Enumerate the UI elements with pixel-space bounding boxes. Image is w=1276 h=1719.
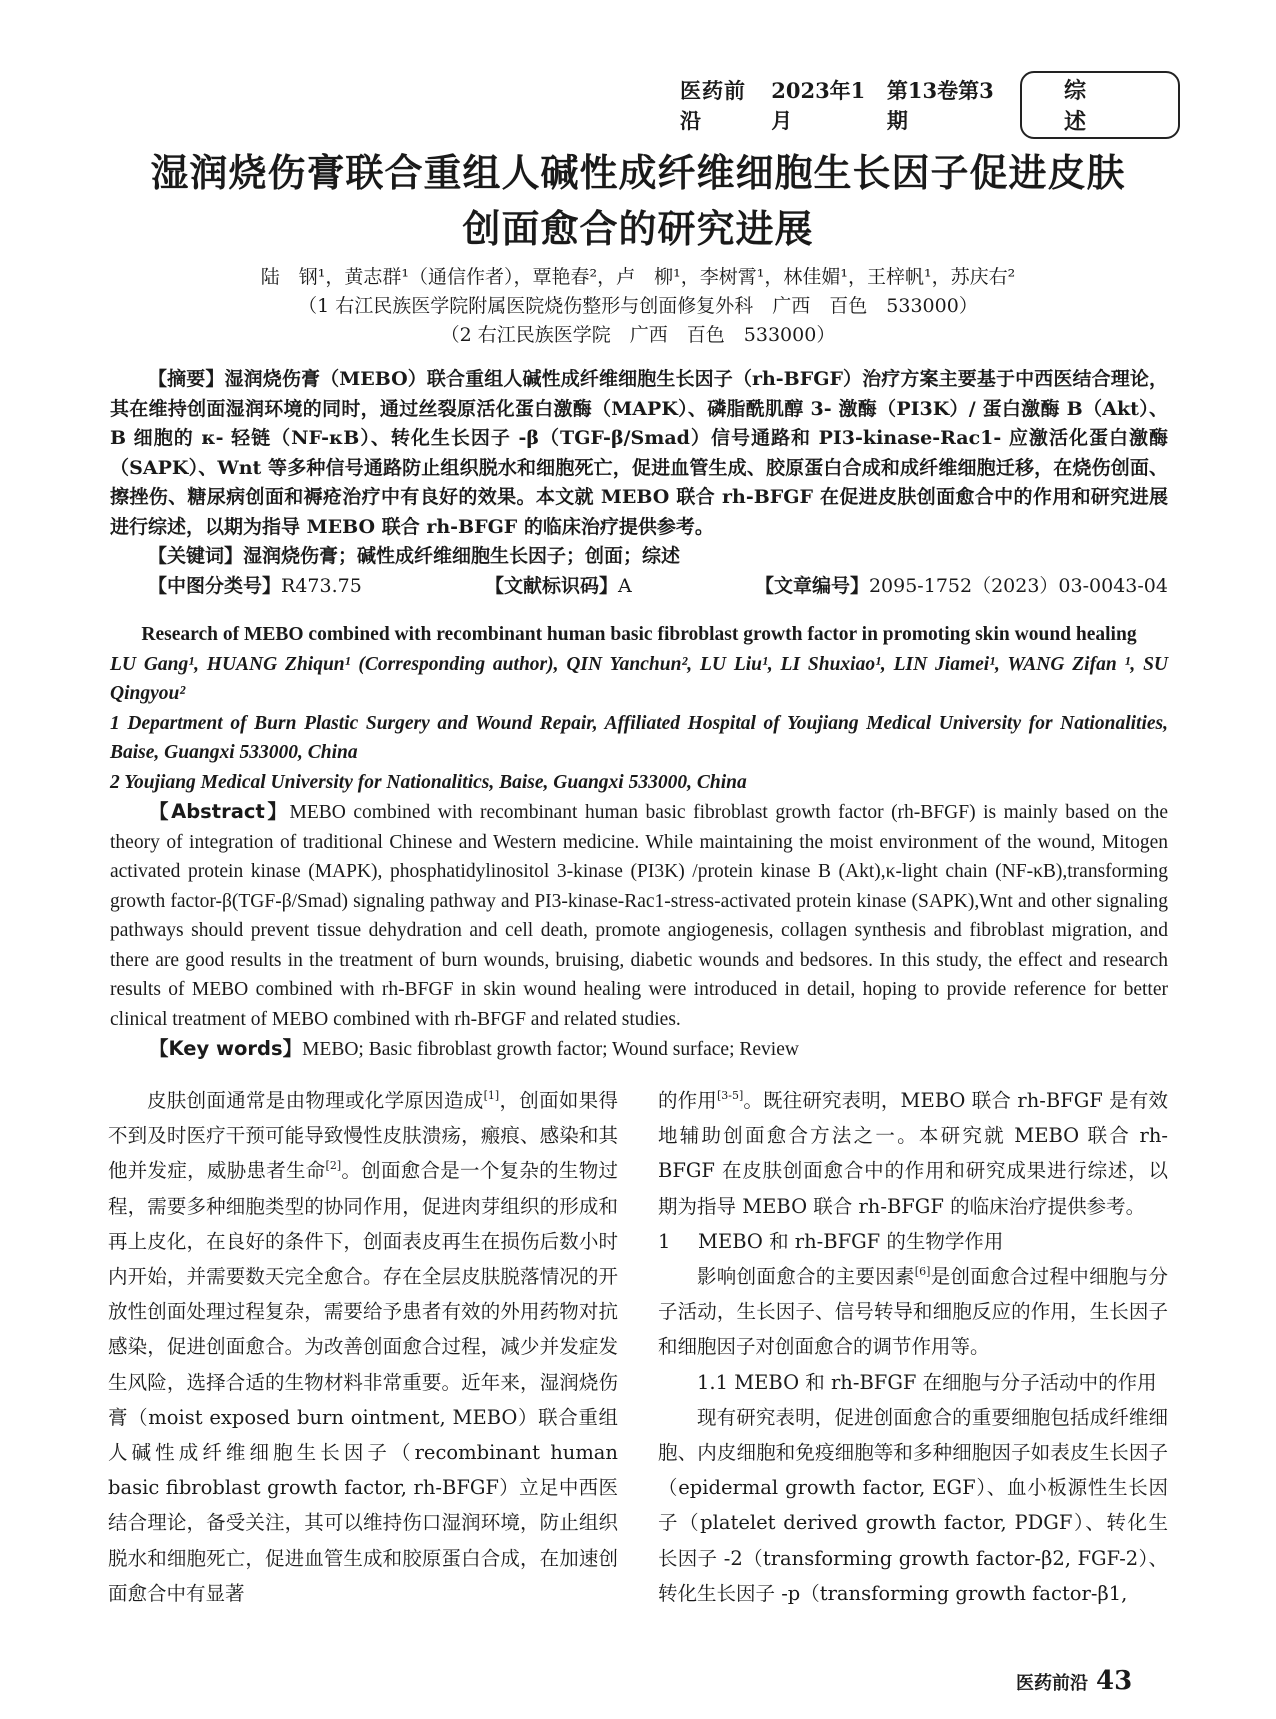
page-number: 43 <box>1096 1666 1133 1696</box>
subsection-1-1-paragraph: 现有研究表明，促进创面愈合的重要细胞包括成纤维细胞、内皮细胞和免疫细胞等和多种细胞因子如表皮生长因子（epidermal growth factor, EGF）、血小板源性生长因子（platelet derived growth factor, PDGF）、转化生长因子 -2（transforming growth factor-β2, FGF-2）、转化生长因子 -p（transforming growth factor-β1, <box>658 1405 1168 1605</box>
citation-2: [2] <box>325 1159 342 1173</box>
intro-text-1: 皮肤创面通常是由物理或化学原因造成 <box>147 1089 484 1112</box>
article-id-value: 2095-1752（2023）03-0043-04 <box>868 574 1168 597</box>
doc-code-value: A <box>618 574 632 597</box>
english-affiliation-1: 1 Department of Burn Plastic Surgery and Wound Repair, Affiliated Hospital of Youjiang Medical University for Nationalities, Baise, Guangxi 533000, China <box>110 712 1168 763</box>
english-authors: LU Gang¹, HUANG Zhiqun¹ (Corresponding author), QIN Yanchun², LU Liu¹, LI Shuxiao¹, LIN Jiamei¹, WANG Zifan ¹, SU Qingyou² <box>110 653 1168 704</box>
footer-journal: 医药前沿 <box>1016 1673 1088 1694</box>
section-1-paragraph <box>658 1259 1168 1365</box>
intro-text-2: ，创面如果得不到及时医疗干预可能导致慢性皮肤溃疡，瘢痕、感染和其他并发症，威胁患者生命 <box>108 1089 618 1183</box>
page-footer <box>1016 1666 1176 1696</box>
affiliation-2: （2 右江民族医学院 广西 百色 533000） <box>440 324 836 346</box>
intro-cont-text-1: 的作用 <box>658 1089 717 1112</box>
section-1-text-2: 是创面愈合过程中细胞与分子活动，生长因子、信号转导和细胞反应的作用，生长因子和细胞因子对创面愈合的调节作用等。 <box>658 1265 1168 1359</box>
keywords-label: 【关键词】 <box>148 545 244 567</box>
header-journal: 医药前沿 <box>680 78 746 133</box>
english-abstract-text: MEBO combined with recombinant human basic fibroblast growth factor (rh-BFGF) is mainly based on the theory of integration of traditional Chinese and Western medicine. While maintaining the moist environment of the wound, Mitogen activated protein kinase (MAPK), phosphatidylinositol 3-kinase (PI3K) /protein kinase B (Akt),κ-light chain (NF-κB),transforming growth factor-β(TGF-β/Smad) signaling pathway and PI3-kinase-Rac1-stress-activated protein kinase (SAPK),Wnt and other signaling pathways should prevent tissue dehydration and cell death, promote angiogenesis, collagen synthesis and fibroblast migration, and there are good results in the treatment of burn wounds, bruising, diabetic wounds and bedsores. In this study, the effect and research results of MEBO combined with rh-BFGF in skin wound healing were introduced in detail, hoping to provide reference for better clinical treatment of MEBO combined with rh-BFGF and related studies. <box>110 802 1168 1030</box>
citation-6: [6] <box>914 1265 931 1279</box>
subsection-1-1-heading: 1.1 MEBO 和 rh-BFGF 在细胞与分子活动中的作用 <box>697 1370 1157 1394</box>
citation-3-5: [3-5] <box>716 1089 744 1102</box>
author-block <box>110 262 1166 350</box>
keywords-text: 湿润烧伤膏；碱性成纤维细胞生长因子；创面；综述 <box>243 545 681 567</box>
section-1-title: MEBO 和 rh-BFGF 的生物学作用 <box>698 1229 1004 1253</box>
english-abstract-label: 【Abstract】 <box>149 800 290 823</box>
english-title: Research of MEBO combined with recombinant human basic fibroblast growth factor in promoting skin wound healing <box>141 624 1137 645</box>
author-list: 陆 钢¹，黄志群¹（通信作者），覃艳春²，卢 柳¹，李树霄¹，林佳媚¹，王梓帆¹，苏庆右² <box>260 266 1016 288</box>
intro-cont-text-2: 。既往研究表明，MEBO 联合 rh-BFGF 是有效地辅助创面愈合方法之一。本研究就 MEBO 联合 rh-BFGF 在皮肤创面愈合中的作用和研究成果进行综述，以期为指导 MEBO 联合 rh-BFGF 的临床治疗提供参考。 <box>658 1089 1168 1218</box>
intro-text-3: 。创面愈合是一个复杂的生物过程，需要多种细胞类型的协同作用，促进肉芽组织的形成和再上皮化，在良好的条件下，创面表皮再生在损伤后数小时内开始，并需要数天完全愈合。存在全层皮肤脱落情况的开放性创面处理过程复杂，需要给予患者有效的外用药物对抗感染，促进创面愈合。为改善创面愈合过程，减少并发症发生风险，选择合适的生物材料非常重要。近年来，湿润烧伤膏（moist exposed burn ointment, MEBO）联合重组人碱性成纤维细胞生长因子（recombinant human basic fibroblast growth factor, rh-BFGF）立足中西医结合理论，备受关注，其可以维持伤口湿润环境，防止组织脱水和细胞死亡，促进血管生成和胶原蛋白合成，在加速创面愈合中有显著 <box>108 1159 618 1605</box>
citation-1: [1] <box>483 1089 500 1102</box>
english-abstract <box>110 620 1168 1065</box>
header-date: 2023年1月 <box>771 78 866 133</box>
clc-label: 【中图分类号】 <box>148 574 282 597</box>
english-affiliation-2: 2 Youjiang Medical University for Nationalitics, Baise, Guangxi 533000, China <box>110 771 747 793</box>
article-id-label: 【文章编号】 <box>754 574 869 597</box>
section-1-heading <box>658 1224 1168 1259</box>
abstract-label: 【摘要】 <box>148 368 225 390</box>
title-line-2: 创面愈合的研究进展 <box>462 207 814 251</box>
english-keywords-label: 【Key words】 <box>149 1037 303 1060</box>
section-badge: 综述 <box>1020 71 1180 139</box>
section-1-number: 1 <box>658 1229 671 1253</box>
abstract-text: 湿润烧伤膏（MEBO）联合重组人碱性成纤维细胞生长因子（rh-BFGF）治疗方案主要基于中西医结合理论，其在维持创面湿润环境的同时，通过丝裂原活化蛋白激酶（MAPK）、磷脂酰肌醇 3- 激酶（PI3K）/ 蛋白激酶 B（Akt）、B 细胞的 κ- 轻链（NF-κB）、转化生长因子 -β（TGF-β/Smad）信号通路和 PI3-kinase-Rac1- 应激活化蛋白激酶（SAPK）、Wnt 等多种信号通路防止组织脱水和细胞死亡，促进血管生成、胶原蛋白合成和成纤维细胞迁移，在烧伤创面、擦挫伤、糖尿病创面和褥疮治疗中有良好的效果。本文就 MEBO 联合 rh-BFGF 在促进皮肤创面愈合中的作用和研究进展进行综述，以期为指导 MEBO 联合 rh-BFGF 的临床治疗提供参考。 <box>110 368 1168 538</box>
article-title <box>110 145 1166 257</box>
intro-paragraph <box>108 1083 618 1611</box>
doc-code-label: 【文献标识码】 <box>485 574 619 597</box>
english-keywords-text: MEBO; Basic fibroblast growth factor; Wound surface; Review <box>302 1039 799 1060</box>
body-column-left <box>108 1083 618 1611</box>
running-header <box>680 78 1180 135</box>
intro-continued <box>658 1083 1168 1224</box>
chinese-abstract <box>110 365 1168 601</box>
title-line-1: 湿润烧伤膏联合重组人碱性成纤维细胞生长因子促进皮肤 <box>150 151 1126 195</box>
body-column-right <box>658 1083 1168 1611</box>
affiliation-1: （1 右江民族医学院附属医院烧伤整形与创面修复外科 广西 百色 533000） <box>298 295 978 317</box>
header-volume: 第13卷第3期 <box>886 78 994 133</box>
clc-value: R473.75 <box>281 574 362 597</box>
section-1-text-1: 影响创面愈合的主要因素 <box>697 1265 915 1289</box>
